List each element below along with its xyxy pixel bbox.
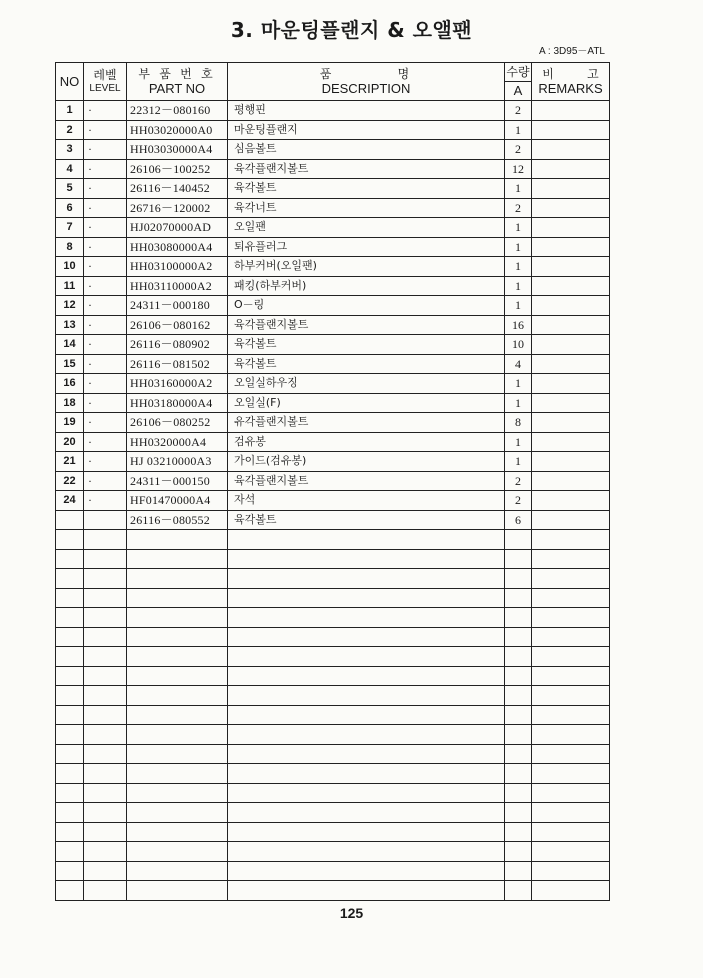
cell-quantity: 2 bbox=[505, 101, 532, 121]
cell-description: 심음볼트 bbox=[228, 140, 505, 160]
cell-no bbox=[56, 705, 84, 725]
cell-remarks bbox=[532, 237, 610, 257]
cell-no: 12 bbox=[56, 296, 84, 316]
cell-quantity bbox=[505, 705, 532, 725]
cell-remarks bbox=[532, 764, 610, 784]
cell-quantity: 1 bbox=[505, 374, 532, 394]
cell-remarks bbox=[532, 491, 610, 511]
cell-part-no bbox=[127, 647, 228, 667]
cell-part-no bbox=[127, 530, 228, 550]
cell-description: 육각볼트 bbox=[228, 179, 505, 199]
cell-no bbox=[56, 549, 84, 569]
table-row bbox=[56, 452, 610, 472]
cell-quantity: 10 bbox=[505, 335, 532, 355]
table-row bbox=[56, 393, 610, 413]
cell-part-no bbox=[127, 549, 228, 569]
cell-quantity bbox=[505, 530, 532, 550]
cell-no bbox=[56, 608, 84, 628]
table-row bbox=[56, 296, 610, 316]
cell-remarks bbox=[532, 588, 610, 608]
cell-part-no: 24311－000180 bbox=[127, 296, 228, 316]
cell-description bbox=[228, 588, 505, 608]
cell-quantity: 1 bbox=[505, 296, 532, 316]
cell-quantity bbox=[505, 725, 532, 745]
cell-remarks bbox=[532, 530, 610, 550]
cell-no bbox=[56, 725, 84, 745]
cell-level bbox=[84, 861, 127, 881]
cell-part-no bbox=[127, 588, 228, 608]
model-code: A : 3D95－ATL bbox=[539, 46, 605, 57]
cell-no bbox=[56, 627, 84, 647]
cell-level bbox=[84, 666, 127, 686]
cell-remarks bbox=[532, 296, 610, 316]
cell-quantity bbox=[505, 744, 532, 764]
cell-quantity: 1 bbox=[505, 432, 532, 452]
cell-level: · bbox=[84, 179, 127, 199]
table-row bbox=[56, 471, 610, 491]
cell-quantity: 1 bbox=[505, 179, 532, 199]
parts-table-body bbox=[56, 101, 610, 901]
cell-part-no bbox=[127, 608, 228, 628]
cell-level bbox=[84, 549, 127, 569]
blank-table-row bbox=[56, 822, 610, 842]
cell-no bbox=[56, 803, 84, 823]
cell-no: 8 bbox=[56, 237, 84, 257]
cell-description bbox=[228, 666, 505, 686]
cell-description: 육각플랜지볼트 bbox=[228, 315, 505, 335]
cell-description: 오일실하우징 bbox=[228, 374, 505, 394]
cell-remarks bbox=[532, 432, 610, 452]
cell-remarks bbox=[532, 120, 610, 140]
cell-remarks bbox=[532, 471, 610, 491]
cell-no: 3 bbox=[56, 140, 84, 160]
cell-no: 11 bbox=[56, 276, 84, 296]
cell-level bbox=[84, 510, 127, 530]
cell-quantity: 16 bbox=[505, 315, 532, 335]
cell-no bbox=[56, 588, 84, 608]
cell-description bbox=[228, 725, 505, 745]
blank-table-row bbox=[56, 861, 610, 881]
cell-description: 육각플랜지볼트 bbox=[228, 471, 505, 491]
cell-remarks bbox=[532, 549, 610, 569]
cell-part-no bbox=[127, 725, 228, 745]
cell-part-no bbox=[127, 803, 228, 823]
cell-quantity bbox=[505, 608, 532, 628]
blank-table-row bbox=[56, 725, 610, 745]
cell-no: 7 bbox=[56, 218, 84, 238]
blank-table-row bbox=[56, 647, 610, 667]
cell-remarks bbox=[532, 374, 610, 394]
cell-no bbox=[56, 530, 84, 550]
cell-part-no bbox=[127, 764, 228, 784]
cell-quantity bbox=[505, 569, 532, 589]
cell-remarks bbox=[532, 393, 610, 413]
cell-quantity bbox=[505, 822, 532, 842]
cell-description: 유각플랜지볼트 bbox=[228, 413, 505, 433]
cell-remarks bbox=[532, 335, 610, 355]
cell-remarks bbox=[532, 354, 610, 374]
cell-remarks bbox=[532, 276, 610, 296]
cell-description: 육각볼트 bbox=[228, 354, 505, 374]
cell-description bbox=[228, 861, 505, 881]
cell-no: 2 bbox=[56, 120, 84, 140]
blank-table-row bbox=[56, 608, 610, 628]
cell-remarks bbox=[532, 881, 610, 901]
blank-table-row bbox=[56, 764, 610, 784]
cell-description: 퇴유플러그 bbox=[228, 237, 505, 257]
cell-part-no: 22312－080160 bbox=[127, 101, 228, 121]
cell-part-no: 26106－080252 bbox=[127, 413, 228, 433]
cell-level: · bbox=[84, 374, 127, 394]
cell-part-no: 26116－080552 bbox=[127, 510, 228, 530]
blank-table-row bbox=[56, 588, 610, 608]
cell-description bbox=[228, 686, 505, 706]
table-row bbox=[56, 218, 610, 238]
cell-description bbox=[228, 627, 505, 647]
cell-part-no bbox=[127, 881, 228, 901]
cell-remarks bbox=[532, 413, 610, 433]
cell-quantity: 1 bbox=[505, 276, 532, 296]
cell-no bbox=[56, 783, 84, 803]
cell-no bbox=[56, 510, 84, 530]
blank-table-row bbox=[56, 842, 610, 862]
cell-description bbox=[228, 764, 505, 784]
cell-quantity: 1 bbox=[505, 237, 532, 257]
cell-quantity bbox=[505, 666, 532, 686]
cell-level bbox=[84, 705, 127, 725]
cell-description: 오일팬 bbox=[228, 218, 505, 238]
cell-level: · bbox=[84, 120, 127, 140]
cell-quantity: 1 bbox=[505, 257, 532, 277]
cell-part-no: HH03020000A0 bbox=[127, 120, 228, 140]
cell-description: 검유봉 bbox=[228, 432, 505, 452]
cell-no bbox=[56, 881, 84, 901]
cell-part-no bbox=[127, 686, 228, 706]
cell-part-no: 26106－080162 bbox=[127, 315, 228, 335]
cell-remarks bbox=[532, 257, 610, 277]
table-row bbox=[56, 179, 610, 199]
cell-remarks bbox=[532, 686, 610, 706]
cell-level: · bbox=[84, 159, 127, 179]
cell-remarks bbox=[532, 140, 610, 160]
cell-quantity bbox=[505, 764, 532, 784]
cell-remarks bbox=[532, 666, 610, 686]
cell-quantity: 2 bbox=[505, 471, 532, 491]
cell-description: 육각너트 bbox=[228, 198, 505, 218]
cell-remarks bbox=[532, 647, 610, 667]
table-row bbox=[56, 510, 610, 530]
cell-level: · bbox=[84, 335, 127, 355]
cell-remarks bbox=[532, 452, 610, 472]
cell-description bbox=[228, 744, 505, 764]
cell-no: 21 bbox=[56, 452, 84, 472]
cell-part-no: HF01470000A4 bbox=[127, 491, 228, 511]
parts-table-header bbox=[56, 63, 610, 101]
cell-level bbox=[84, 647, 127, 667]
cell-part-no bbox=[127, 627, 228, 647]
cell-part-no: HH03030000A4 bbox=[127, 140, 228, 160]
cell-no: 10 bbox=[56, 257, 84, 277]
cell-part-no bbox=[127, 861, 228, 881]
cell-description bbox=[228, 647, 505, 667]
cell-level bbox=[84, 764, 127, 784]
cell-level bbox=[84, 725, 127, 745]
cell-part-no bbox=[127, 569, 228, 589]
cell-description: 육각볼트 bbox=[228, 510, 505, 530]
cell-description bbox=[228, 783, 505, 803]
blank-table-row bbox=[56, 705, 610, 725]
cell-description: 육각볼트 bbox=[228, 335, 505, 355]
cell-level: · bbox=[84, 471, 127, 491]
blank-table-row bbox=[56, 569, 610, 589]
cell-level: · bbox=[84, 354, 127, 374]
parts-table bbox=[55, 62, 610, 901]
blank-table-row bbox=[56, 686, 610, 706]
cell-description bbox=[228, 881, 505, 901]
cell-level: · bbox=[84, 393, 127, 413]
cell-no bbox=[56, 822, 84, 842]
cell-level bbox=[84, 686, 127, 706]
cell-part-no: 26116－081502 bbox=[127, 354, 228, 374]
cell-description bbox=[228, 705, 505, 725]
cell-quantity bbox=[505, 686, 532, 706]
cell-quantity bbox=[505, 842, 532, 862]
table-row bbox=[56, 198, 610, 218]
cell-description: 자석 bbox=[228, 491, 505, 511]
cell-no: 18 bbox=[56, 393, 84, 413]
blank-table-row bbox=[56, 627, 610, 647]
cell-description: 하부커버(오일팬) bbox=[228, 257, 505, 277]
col-header-quantity: 수량 A bbox=[505, 63, 532, 101]
cell-description bbox=[228, 608, 505, 628]
cell-remarks bbox=[532, 569, 610, 589]
cell-quantity bbox=[505, 783, 532, 803]
cell-part-no: HH03160000A2 bbox=[127, 374, 228, 394]
table-row bbox=[56, 335, 610, 355]
cell-part-no: 26116－080902 bbox=[127, 335, 228, 355]
cell-remarks bbox=[532, 315, 610, 335]
page-title: 3. 마운팅플랜지 & 오앨팬 bbox=[230, 18, 473, 42]
page-number: 125 bbox=[339, 905, 364, 921]
table-row bbox=[56, 276, 610, 296]
blank-table-row bbox=[56, 549, 610, 569]
cell-description: 오일실(F) bbox=[228, 393, 505, 413]
cell-description: 육각플랜지볼트 bbox=[228, 159, 505, 179]
cell-part-no bbox=[127, 666, 228, 686]
cell-level: · bbox=[84, 237, 127, 257]
cell-quantity: 1 bbox=[505, 120, 532, 140]
cell-level bbox=[84, 627, 127, 647]
cell-quantity: 2 bbox=[505, 140, 532, 160]
cell-no bbox=[56, 647, 84, 667]
cell-part-no bbox=[127, 842, 228, 862]
cell-remarks bbox=[532, 705, 610, 725]
cell-no bbox=[56, 842, 84, 862]
cell-description: 가이드(검유봉) bbox=[228, 452, 505, 472]
cell-description bbox=[228, 803, 505, 823]
cell-quantity bbox=[505, 627, 532, 647]
cell-part-no bbox=[127, 822, 228, 842]
cell-part-no: HH03110000A2 bbox=[127, 276, 228, 296]
cell-no: 13 bbox=[56, 315, 84, 335]
cell-part-no: 26116－140452 bbox=[127, 179, 228, 199]
blank-table-row bbox=[56, 666, 610, 686]
cell-remarks bbox=[532, 179, 610, 199]
cell-no: 15 bbox=[56, 354, 84, 374]
blank-table-row bbox=[56, 881, 610, 901]
cell-remarks bbox=[532, 861, 610, 881]
cell-no: 5 bbox=[56, 179, 84, 199]
cell-level bbox=[84, 783, 127, 803]
cell-quantity: 1 bbox=[505, 452, 532, 472]
cell-part-no: 26716－120002 bbox=[127, 198, 228, 218]
table-row bbox=[56, 432, 610, 452]
cell-level: · bbox=[84, 452, 127, 472]
table-row bbox=[56, 374, 610, 394]
cell-quantity: 1 bbox=[505, 393, 532, 413]
cell-level bbox=[84, 530, 127, 550]
cell-no bbox=[56, 861, 84, 881]
cell-quantity bbox=[505, 861, 532, 881]
cell-level: · bbox=[84, 315, 127, 335]
table-row bbox=[56, 120, 610, 140]
table-row bbox=[56, 354, 610, 374]
cell-quantity: 8 bbox=[505, 413, 532, 433]
cell-level bbox=[84, 803, 127, 823]
cell-quantity bbox=[505, 549, 532, 569]
cell-remarks bbox=[532, 842, 610, 862]
table-row bbox=[56, 491, 610, 511]
cell-description bbox=[228, 842, 505, 862]
cell-description bbox=[228, 569, 505, 589]
cell-no: 24 bbox=[56, 491, 84, 511]
cell-level: · bbox=[84, 140, 127, 160]
cell-level bbox=[84, 608, 127, 628]
cell-quantity bbox=[505, 803, 532, 823]
cell-level: · bbox=[84, 432, 127, 452]
cell-remarks bbox=[532, 218, 610, 238]
cell-level: · bbox=[84, 296, 127, 316]
cell-no: 14 bbox=[56, 335, 84, 355]
cell-no bbox=[56, 764, 84, 784]
cell-no bbox=[56, 744, 84, 764]
cell-description: 마운팅플랜지 bbox=[228, 120, 505, 140]
col-header-remarks: 비 고 REMARKS bbox=[532, 63, 610, 101]
cell-part-no: HH03080000A4 bbox=[127, 237, 228, 257]
cell-level: · bbox=[84, 218, 127, 238]
cell-quantity: 1 bbox=[505, 218, 532, 238]
table-row bbox=[56, 413, 610, 433]
cell-level: · bbox=[84, 101, 127, 121]
cell-part-no bbox=[127, 744, 228, 764]
cell-level: · bbox=[84, 413, 127, 433]
cell-no: 22 bbox=[56, 471, 84, 491]
cell-description bbox=[228, 822, 505, 842]
cell-no: 20 bbox=[56, 432, 84, 452]
cell-level bbox=[84, 881, 127, 901]
cell-no: 16 bbox=[56, 374, 84, 394]
blank-table-row bbox=[56, 744, 610, 764]
col-header-part-no: 부 품 번 호 PART NO bbox=[127, 63, 228, 101]
cell-quantity: 2 bbox=[505, 491, 532, 511]
cell-remarks bbox=[532, 744, 610, 764]
cell-remarks bbox=[532, 159, 610, 179]
table-row bbox=[56, 159, 610, 179]
cell-level: · bbox=[84, 198, 127, 218]
cell-remarks bbox=[532, 822, 610, 842]
cell-quantity bbox=[505, 881, 532, 901]
table-row bbox=[56, 237, 610, 257]
cell-part-no: HH0320000A4 bbox=[127, 432, 228, 452]
cell-remarks bbox=[532, 198, 610, 218]
blank-table-row bbox=[56, 530, 610, 550]
cell-level bbox=[84, 588, 127, 608]
cell-part-no: HJ02070000AD bbox=[127, 218, 228, 238]
cell-part-no: HH03100000A2 bbox=[127, 257, 228, 277]
cell-remarks bbox=[532, 725, 610, 745]
cell-quantity: 12 bbox=[505, 159, 532, 179]
cell-part-no bbox=[127, 705, 228, 725]
cell-remarks bbox=[532, 608, 610, 628]
cell-no bbox=[56, 569, 84, 589]
blank-table-row bbox=[56, 783, 610, 803]
cell-remarks bbox=[532, 101, 610, 121]
cell-description bbox=[228, 549, 505, 569]
cell-remarks bbox=[532, 510, 610, 530]
blank-table-row bbox=[56, 803, 610, 823]
col-header-no: NO bbox=[56, 63, 84, 101]
cell-level: · bbox=[84, 276, 127, 296]
cell-remarks bbox=[532, 803, 610, 823]
cell-no: 1 bbox=[56, 101, 84, 121]
cell-quantity bbox=[505, 647, 532, 667]
cell-part-no: HJ 03210000A3 bbox=[127, 452, 228, 472]
col-header-level: 레벨 LEVEL bbox=[84, 63, 127, 101]
table-row bbox=[56, 257, 610, 277]
cell-remarks bbox=[532, 783, 610, 803]
cell-description bbox=[228, 530, 505, 550]
cell-quantity bbox=[505, 588, 532, 608]
cell-part-no: 24311－000150 bbox=[127, 471, 228, 491]
cell-level: · bbox=[84, 257, 127, 277]
cell-part-no: HH03180000A4 bbox=[127, 393, 228, 413]
cell-no bbox=[56, 686, 84, 706]
cell-no bbox=[56, 666, 84, 686]
cell-level: · bbox=[84, 491, 127, 511]
cell-description: O－링 bbox=[228, 296, 505, 316]
cell-level bbox=[84, 842, 127, 862]
cell-no: 4 bbox=[56, 159, 84, 179]
table-row bbox=[56, 315, 610, 335]
cell-level bbox=[84, 744, 127, 764]
cell-quantity: 6 bbox=[505, 510, 532, 530]
cell-part-no: 26106－100252 bbox=[127, 159, 228, 179]
table-row bbox=[56, 101, 610, 121]
cell-description: 패킹(하부커버) bbox=[228, 276, 505, 296]
col-header-description: 품 명 DESCRIPTION bbox=[228, 63, 505, 101]
cell-level bbox=[84, 569, 127, 589]
cell-description: 평행핀 bbox=[228, 101, 505, 121]
cell-no: 6 bbox=[56, 198, 84, 218]
table-row bbox=[56, 140, 610, 160]
cell-level bbox=[84, 822, 127, 842]
cell-no: 19 bbox=[56, 413, 84, 433]
cell-quantity: 4 bbox=[505, 354, 532, 374]
cell-quantity: 2 bbox=[505, 198, 532, 218]
cell-part-no bbox=[127, 783, 228, 803]
cell-remarks bbox=[532, 627, 610, 647]
